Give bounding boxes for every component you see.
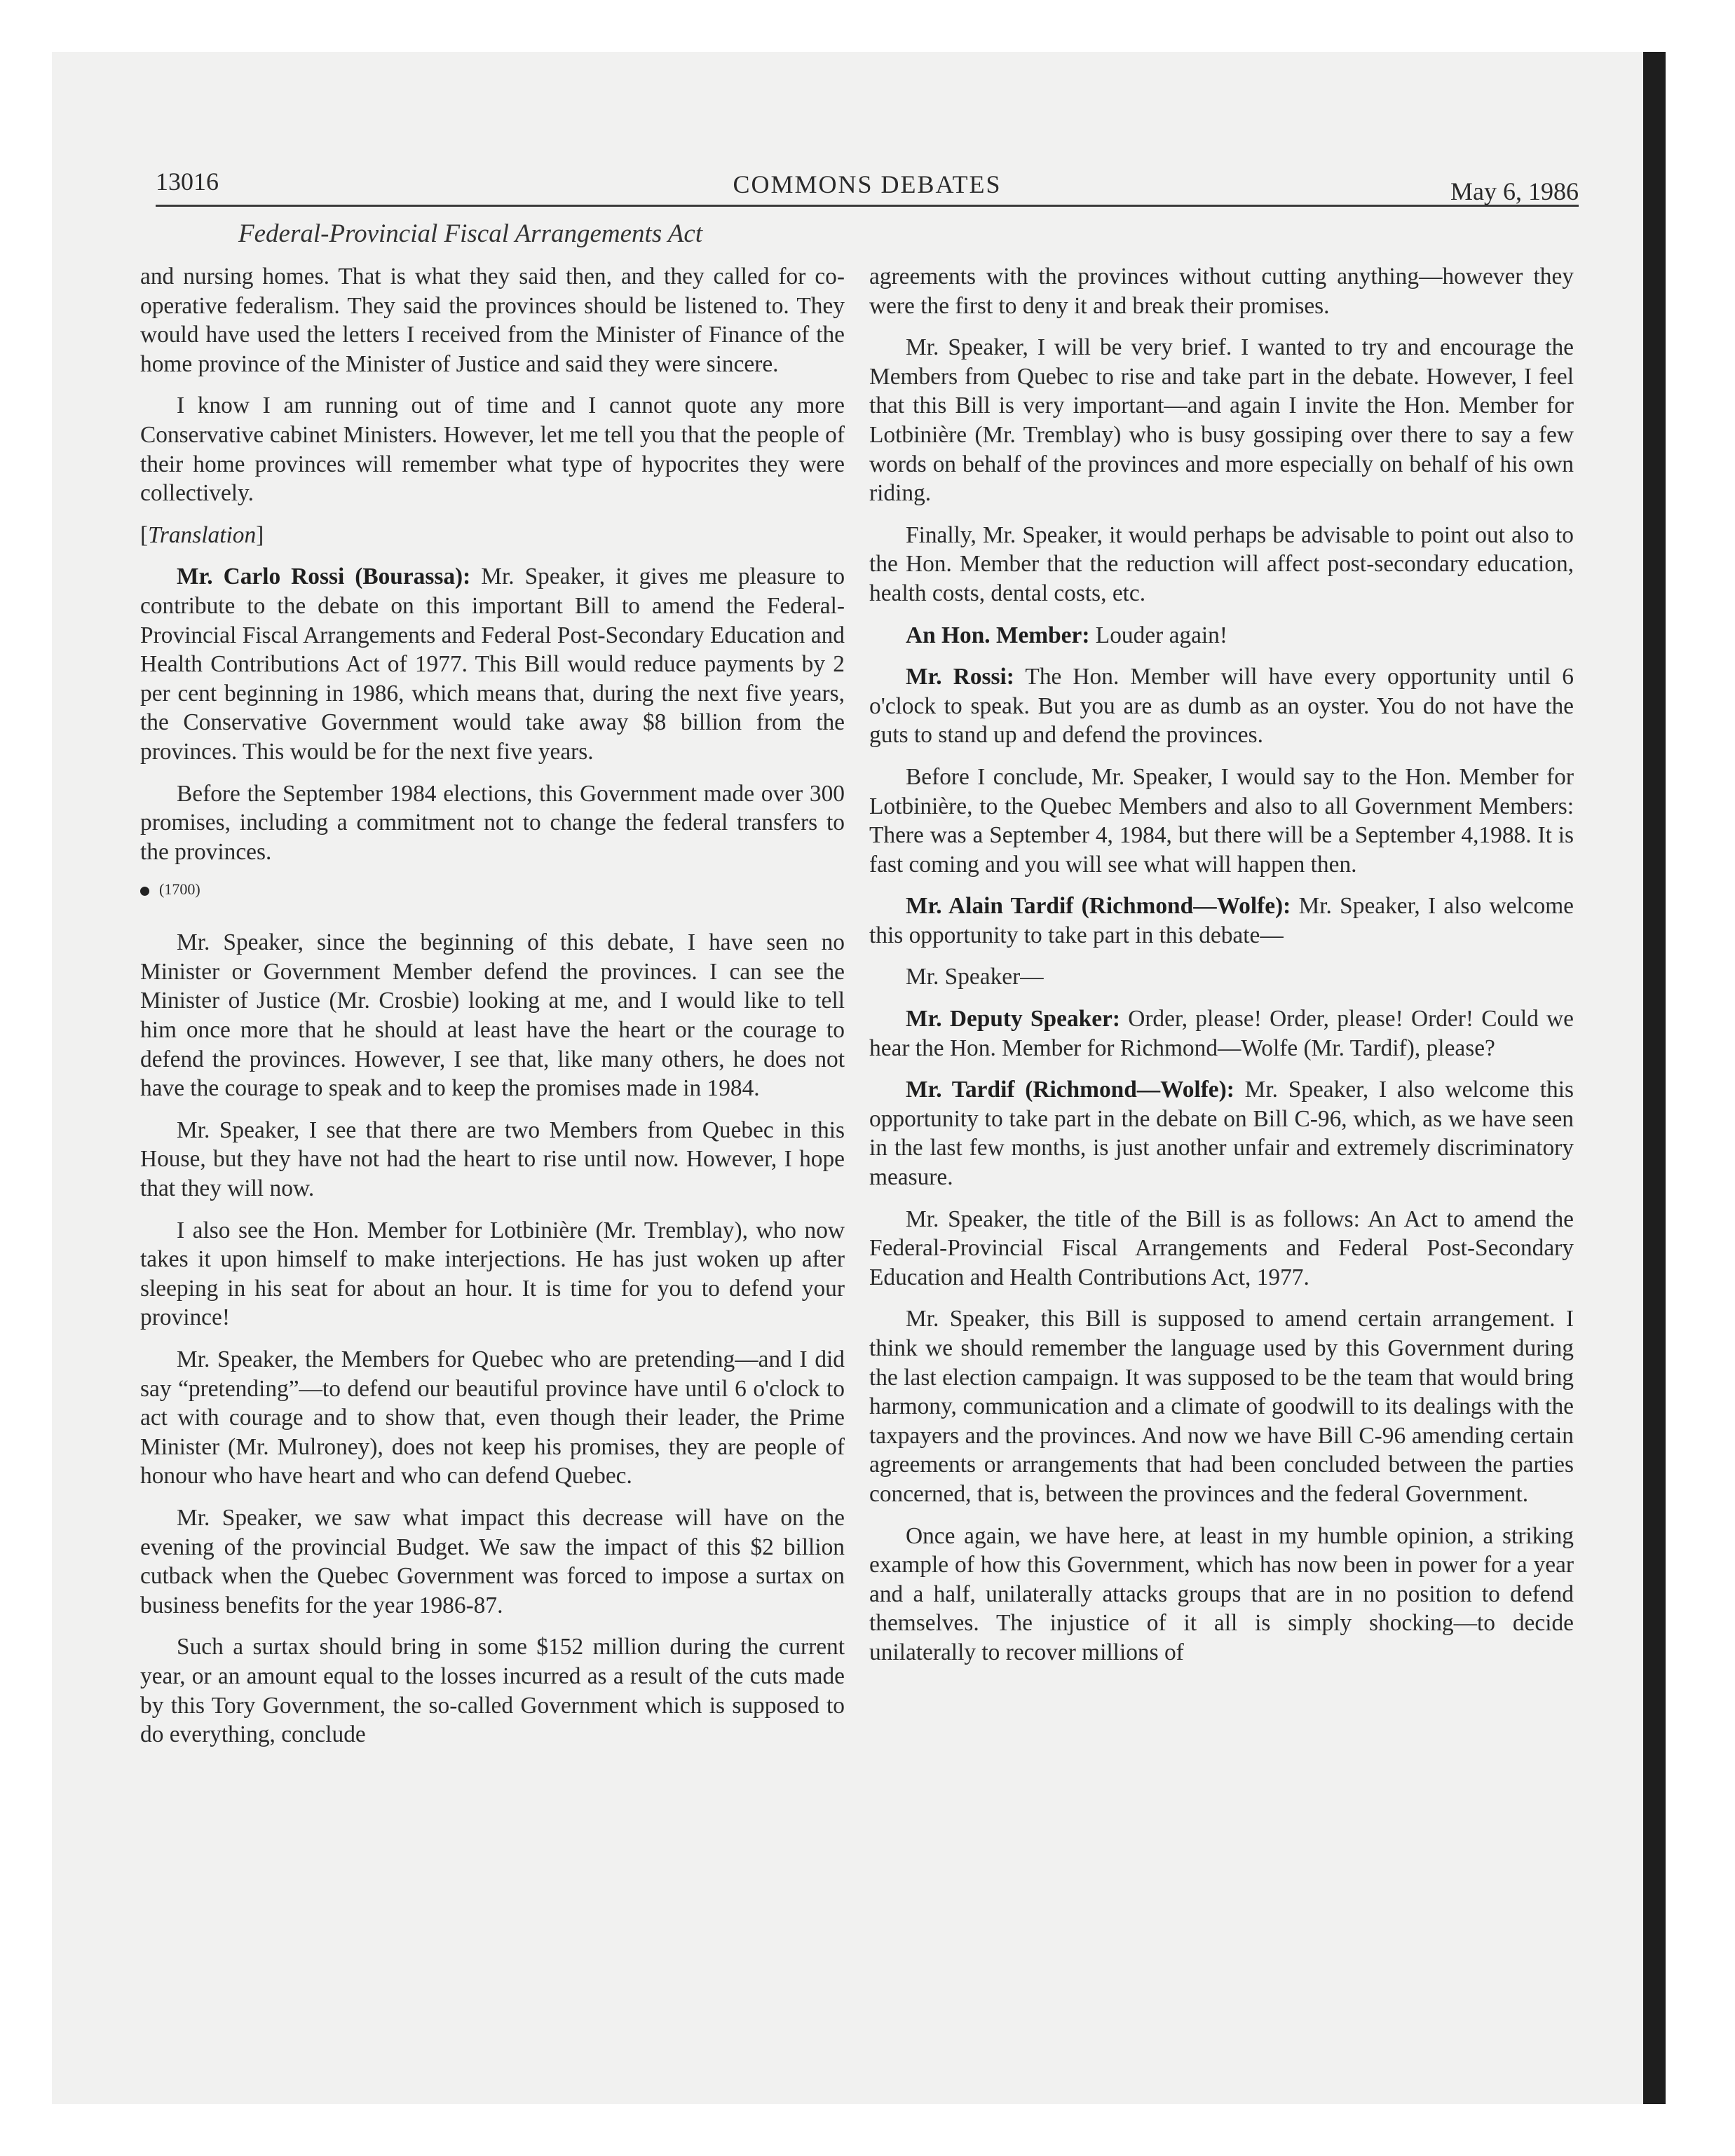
- paragraph: [869, 1075, 1574, 1192]
- bullet-dot-icon: [140, 887, 149, 896]
- paragraph: Mr. Speaker, we saw what impact this decrease will have on the evening of the provincial Budget. We saw the impact of this $2 billion cutback when the Quebec Government was forced to impose a surtax on business benefits for the year 1986-87.: [140, 1504, 845, 1618]
- paragraph: Mr. Speaker, I see that there are two Members from Quebec in this House, but they have not had the heart to rise until now. However, I hope that they will now.: [140, 1117, 845, 1202]
- speech-text: The Hon. Member will have every opportunity until 6 o'clock to speak. But you are as dumb as an oyster. You do not have the guts to stand up and defend the provinces.: [869, 664, 1574, 749]
- paragraph: Before the September 1984 elections, this Government made over 300 promises, including a commitment not to change the federal transfers to the provinces.: [140, 780, 845, 865]
- speech-text: Mr. Speaker, it gives me pleasure to contribute to the debate on this important Bill to amend the Federal-Provincial Fiscal Arrangements and Federal Post-Secondary Education and Health Contributions Act of 1977. This Bill would reduce payments by 2 per cent beginning in 1986, which means that, during the next five years, the Conservative Government would take away $8 billion from the provinces. This would be for the next five years.: [140, 564, 845, 765]
- speech-text: Mr. Speaker, I also welcome this opportunity to take part in the debate on Bill C-96, which, as we have seen in the last few months, is just another unfair and extremely discriminatory measure.: [869, 1077, 1574, 1191]
- time-marker-text: (1700): [159, 880, 200, 899]
- translation-note: [140, 521, 845, 550]
- paragraph: I know I am running out of time and I cannot quote any more Conservative cabinet Ministers. However, let me tell you that the people of their home provinces will remember what type of hypocrites they were collectively.: [140, 393, 845, 507]
- paragraph: Once again, we have here, at least in my humble opinion, a striking example of how this Government, which has now been in power for a year and a half, unilaterally attacks groups that are in no position to defend themselves. The injustice of it all is simply shocking—to decide unilaterally to recover millions of: [869, 1522, 1574, 1665]
- paragraph: [140, 562, 845, 766]
- paragraph: [869, 662, 1574, 750]
- paragraph: and nursing homes. That is what they said then, and they called for co-operative federalism. They said the provinces should be listened to. They would have used the letters I received from the Minister of Finance of the home province of the Minister of Justice and said they were sincere.: [140, 264, 845, 377]
- speaker-name: Mr. Tardif (Richmond—Wolfe):: [906, 1077, 1234, 1103]
- left-column: [140, 262, 845, 1762]
- paragraph: Finally, Mr. Speaker, it would perhaps be advisable to point out also to the Hon. Member that the reduction will affect post-secondary education, health costs, dental costs, etc.: [869, 521, 1574, 606]
- bracket-close: ]: [256, 521, 264, 548]
- translation-label: Translation: [148, 521, 257, 548]
- time-marker: [140, 879, 845, 900]
- paragraph: agreements with the provinces without cutting anything—however they were the first to deny it and break their promises.: [869, 264, 1574, 319]
- speaker-name: Mr. Alain Tardif (Richmond—Wolfe):: [906, 893, 1291, 920]
- publication-title: COMMONS DEBATES: [733, 170, 1002, 198]
- paragraph: [869, 621, 1574, 650]
- paragraph: Mr. Speaker, the Members for Quebec who are pretending—and I did say “pretending”—to defend our beautiful province have until 6 o'clock to act with courage and to show that, even though their leader, the Prime Minister (Mr. Mulroney), does not keep his promises, they are people of honour who have heart and who can defend Quebec.: [140, 1346, 845, 1489]
- speech-text: Louder again!: [1089, 622, 1227, 648]
- page-number: 13016: [156, 168, 219, 196]
- speaker-name: Mr. Deputy Speaker:: [906, 1006, 1120, 1032]
- paragraph: [869, 892, 1574, 950]
- speech-text: Order, please! Order, please! Order! Could we hear the Hon. Member for Richmond—Wolfe (Mr. Tardif), please?: [869, 1006, 1574, 1061]
- speaker-name: An Hon. Member:: [906, 622, 1090, 648]
- paragraph: [869, 1004, 1574, 1063]
- speaker-name: Mr. Carlo Rossi (Bourassa):: [177, 564, 471, 590]
- paragraph: Such a surtax should bring in some $152 million during the current year, or an amount equal to the losses incurred as a result of the cuts made by this Tory Government, the so-called Government which is supposed to do everything, conclude: [140, 1634, 845, 1748]
- paragraph: Mr. Speaker, this Bill is supposed to amend certain arrangement. I think we should remember the language used by this Government during the last election campaign. It was supposed to be the team that would bring harmony, communication and a climate of goodwill to its dealings with the taxpayers and the provinces. And now we have Bill C-96 amending certain agreements or arrangements that had been concluded between the parties concerned, that is, between the provinces and the federal Government.: [869, 1306, 1574, 1507]
- paragraph: Mr. Speaker, I will be very brief. I wanted to try and encourage the Members from Quebec to rise and take part in the debate. However, I feel that this Bill is very important—and again I invite the Hon. Member for Lotbinière (Mr. Tremblay) who is busy gossiping over there to say a few words on behalf of the provinces and more especially on behalf of his own riding.: [869, 334, 1574, 507]
- bracket-open: [: [140, 521, 149, 548]
- paragraph: Mr. Speaker, the title of the Bill is as follows: An Act to amend the Federal-Provincial Fiscal Arrangements and Federal Post-Secondary Education and Health Contributions Act, 1977.: [869, 1206, 1574, 1290]
- scan-edge-shadow: [1643, 52, 1666, 2104]
- section-title: Federal-Provincial Fiscal Arrangements Act: [238, 219, 703, 248]
- paragraph: I also see the Hon. Member for Lotbinière (Mr. Tremblay), who now takes it upon himself to make interjections. He has just woken up after sleeping in his seat for about an hour. It is time for you to defend your province!: [140, 1217, 845, 1331]
- page-header: [156, 165, 1579, 207]
- paragraph: Mr. Speaker—: [906, 964, 1044, 990]
- paragraph: Before I conclude, Mr. Speaker, I would say to the Hon. Member for Lotbinière, to the Quebec Members and also to all Government Members: There was a September 4, 1984, but there will be a September 4,1988. It is fast coming and you will see what will happen then.: [869, 763, 1574, 878]
- paragraph: Mr. Speaker, since the beginning of this debate, I have seen no Minister or Government Member defend the provinces. I can see the Minister of Justice (Mr. Crosbie) looking at me, and I would like to tell him once more that he should at least have the heart or the courage to defend the provinces. However, I see that, like many others, he does not have the courage to speak and to keep the promises made in 1984.: [140, 929, 845, 1102]
- right-column: [869, 262, 1574, 1680]
- speech-text: Mr. Speaker, I also welcome this opportunity to take part in this debate—: [869, 893, 1574, 948]
- publication-date: May 6, 1986: [1450, 177, 1579, 205]
- speaker-name: Mr. Rossi:: [906, 664, 1014, 690]
